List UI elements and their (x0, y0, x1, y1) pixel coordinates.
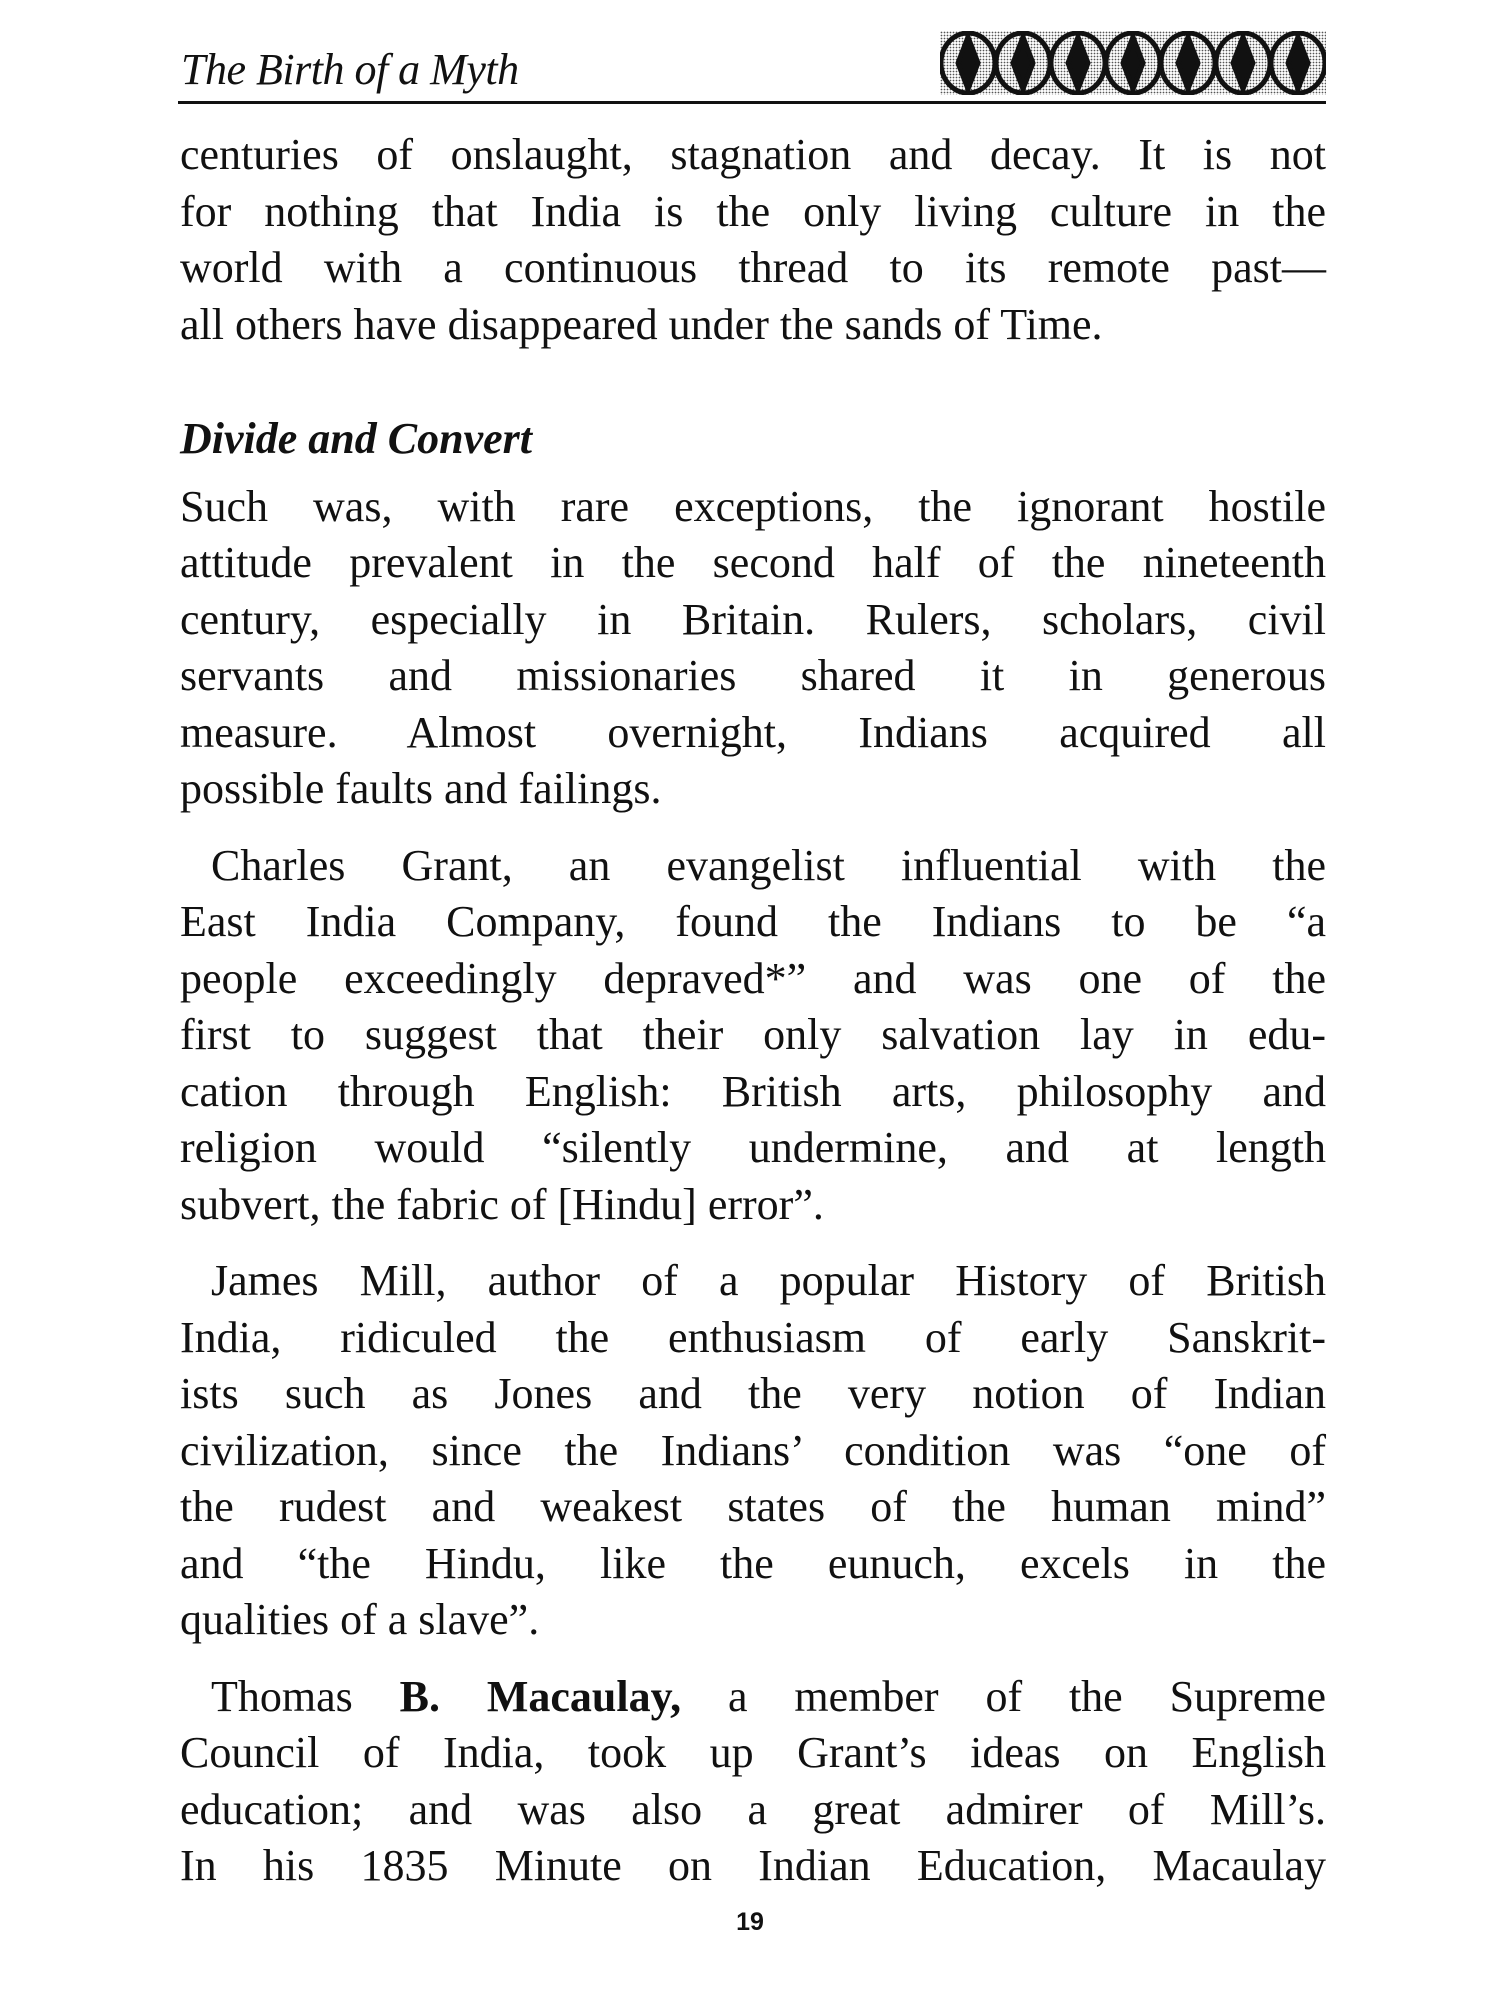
text-line: measure. Almost overnight, Indians acquired all (180, 707, 1326, 757)
text-line: for nothing that India is the only living culture in the (180, 186, 1326, 236)
text-line: possible faults and failings. (180, 764, 662, 813)
text-line: East India Company, found the Indians to be “a (180, 897, 1326, 946)
text-line: religion would “silently undermine, and at length (180, 1123, 1326, 1172)
paragraph (180, 127, 1326, 353)
page-number: 19 (736, 1908, 764, 1936)
text-line: attitude prevalent in the second half of the nineteenth (180, 538, 1326, 587)
paragraph (180, 1669, 1326, 1895)
header-rule (178, 101, 1326, 104)
text-line: the rudest and weakest states of the human mind” (180, 1482, 1326, 1531)
text-line: subvert, the fabric of [Hindu] error”. (180, 1179, 824, 1229)
text-segment: Thomas (211, 1671, 400, 1721)
text-line: Charles Grant, an evangelist influential with the (211, 840, 1326, 890)
section-heading (180, 411, 1326, 468)
text-line: qualities of a slave”. (180, 1595, 540, 1644)
paragraph (180, 1253, 1326, 1649)
text-line: Such was, with rare exceptions, the ignorant hostile (180, 481, 1326, 531)
text-line: India, ridiculed the enthusiasm of early Sanskrit- (180, 1312, 1326, 1362)
decorative-ornament-icon (940, 31, 1326, 95)
text-line: centuries of onslaught, stagnation and decay. It is not (180, 130, 1326, 179)
running-title: The Birth of a Myth (181, 45, 519, 94)
bold-name: B. Macaulay, (399, 1671, 682, 1721)
text-line: education; and was also a great admirer of Mill’s. (180, 1784, 1326, 1834)
heading-text: Divide and Convert (180, 414, 532, 463)
text-line: world with a continuous thread to its remote past— (180, 243, 1326, 292)
paragraph (180, 838, 1326, 1234)
body-text (180, 127, 1326, 1895)
text-line: civilization, since the Indians’ condition was “one of (180, 1425, 1326, 1475)
text-segment: a member of the Supreme (681, 1671, 1326, 1721)
text-line: In his 1835 Minute on Indian Education, Macaulay (180, 1841, 1326, 1890)
text-line: ists such as Jones and the very notion of Indian (180, 1369, 1326, 1418)
text-line: Council of India, took up Grant’s ideas on English (180, 1728, 1326, 1777)
text-line: servants and missionaries shared it in generous (180, 651, 1326, 700)
text-line: first to suggest that their only salvation lay in edu- (180, 1010, 1326, 1059)
text-line: and “the Hindu, like the eunuch, excels in the (180, 1538, 1326, 1588)
text-line: James Mill, author of a popular History of British (211, 1256, 1326, 1305)
text-line (180, 1669, 1326, 1726)
text-line: all others have disappeared under the sands of Time. (180, 299, 1103, 349)
text-line: century, especially in Britain. Rulers, scholars, civil (180, 594, 1326, 644)
paragraph (180, 479, 1326, 818)
text-line: people exceedingly depraved*” and was one of the (180, 953, 1326, 1003)
text-line: cation through English: British arts, philosophy and (180, 1066, 1326, 1116)
